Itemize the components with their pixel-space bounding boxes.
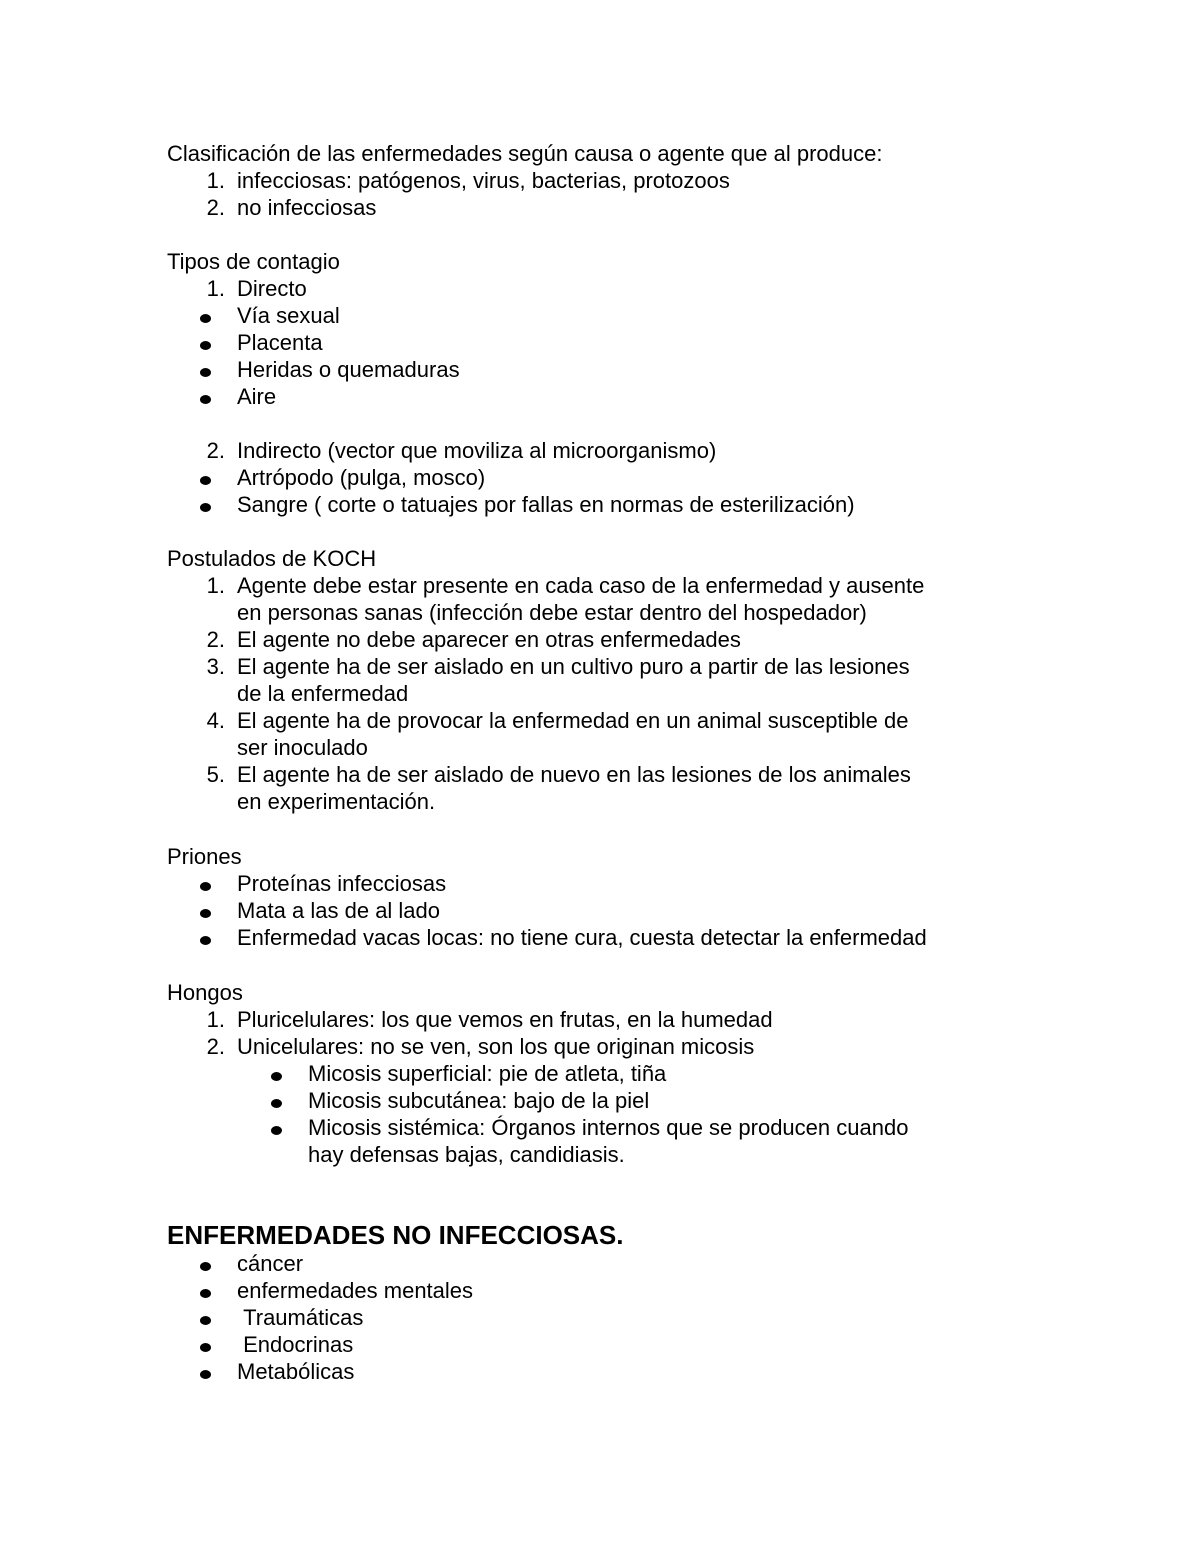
contagion-title: Tipos de contagio — [167, 249, 340, 274]
list-item: 3. El agente ha de ser aislado en un cultivo puro a partir de las lesiones de la enfermedad — [206, 654, 910, 706]
contagion-section — [167, 248, 1047, 518]
bullet-icon — [200, 314, 211, 323]
list-item: 2. no infecciosas — [206, 195, 377, 220]
bullet-icon — [200, 1262, 211, 1271]
koch-title: Postulados de KOCH — [167, 546, 377, 571]
bullet-item: Sangre ( corte o tatuajes por fallas en normas de esterilización) — [167, 491, 1047, 518]
hongos-section — [167, 979, 1047, 1168]
bullet-icon — [271, 1126, 282, 1135]
bullet-item: Artrópodo (pulga, mosco) — [167, 464, 1047, 491]
bullet-item: cáncer — [167, 1250, 1047, 1277]
classification-section — [167, 140, 1047, 221]
list-item: 2. El agente no debe aparecer en otras enfermedades — [206, 627, 741, 652]
bullet-icon — [271, 1099, 282, 1108]
list-item: 1. Pluricelulares: los que vemos en frutas, en la humedad — [206, 1007, 773, 1032]
bullet-item: Mata a las de al lado — [167, 897, 1047, 924]
bullet-icon — [200, 936, 211, 945]
koch-section — [167, 545, 1047, 815]
bullet-icon — [200, 1316, 211, 1325]
bullet-icon — [200, 341, 211, 350]
bullet-icon — [271, 1072, 282, 1081]
sub-bullet-item: Micosis sistémica: Órganos internos que se producen cuando hay defensas bajas, candidiasis. — [167, 1114, 1047, 1168]
bullet-icon — [200, 1370, 211, 1379]
bullet-icon — [200, 882, 211, 891]
bullet-item: Placenta — [167, 329, 1047, 356]
bullet-icon — [200, 909, 211, 918]
list-item: 2. Unicelulares: no se ven, son los que originan micosis — [206, 1034, 755, 1059]
list-item: 5. El agente ha de ser aislado de nuevo en las lesiones de los animales en experimentación. — [206, 762, 911, 814]
list-item: 1. Agente debe estar presente en cada caso de la enfermedad y ausente en personas sanas (infección debe estar dentro del hospedador) — [206, 573, 925, 625]
list-item: 1. infecciosas: patógenos, virus, bacterias, protozoos — [206, 168, 730, 193]
non-infectious-title: ENFERMEDADES NO INFECCIOSAS. — [167, 1220, 624, 1250]
bullet-item: Aire — [167, 383, 1047, 410]
non-infectious-section — [167, 1220, 1047, 1385]
list-item: 4. El agente ha de provocar la enfermedad en un animal susceptible de ser inoculado — [206, 708, 909, 760]
sub-bullet-item: Micosis superficial: pie de atleta, tiña — [167, 1060, 1047, 1087]
bullet-item: Endocrinas — [167, 1331, 1047, 1358]
bullet-item: enfermedades mentales — [167, 1277, 1047, 1304]
priones-title: Priones — [167, 844, 242, 869]
priones-section — [167, 843, 1047, 951]
bullet-icon — [200, 1289, 211, 1298]
bullet-icon — [200, 368, 211, 377]
bullet-item: Metabólicas — [167, 1358, 1047, 1385]
bullet-item: Enfermedad vacas locas: no tiene cura, cuesta detectar la enfermedad — [167, 924, 1047, 951]
bullet-icon — [200, 1343, 211, 1352]
bullet-icon — [200, 395, 211, 404]
bullet-item: Traumáticas — [167, 1304, 1047, 1331]
bullet-item: Heridas o quemaduras — [167, 356, 1047, 383]
bullet-icon — [200, 476, 211, 485]
bullet-item: Proteínas infecciosas — [167, 870, 1047, 897]
list-item: 1. Directo — [206, 276, 307, 301]
hongos-title: Hongos — [167, 980, 243, 1005]
bullet-icon — [200, 503, 211, 512]
bullet-item: Vía sexual — [167, 302, 1047, 329]
list-item: 2. Indirecto (vector que moviliza al microorganismo) — [206, 438, 717, 463]
sub-bullet-item: Micosis subcutánea: bajo de la piel — [167, 1087, 1047, 1114]
classification-title: Clasificación de las enfermedades según causa o agente que al produce: — [167, 141, 883, 166]
